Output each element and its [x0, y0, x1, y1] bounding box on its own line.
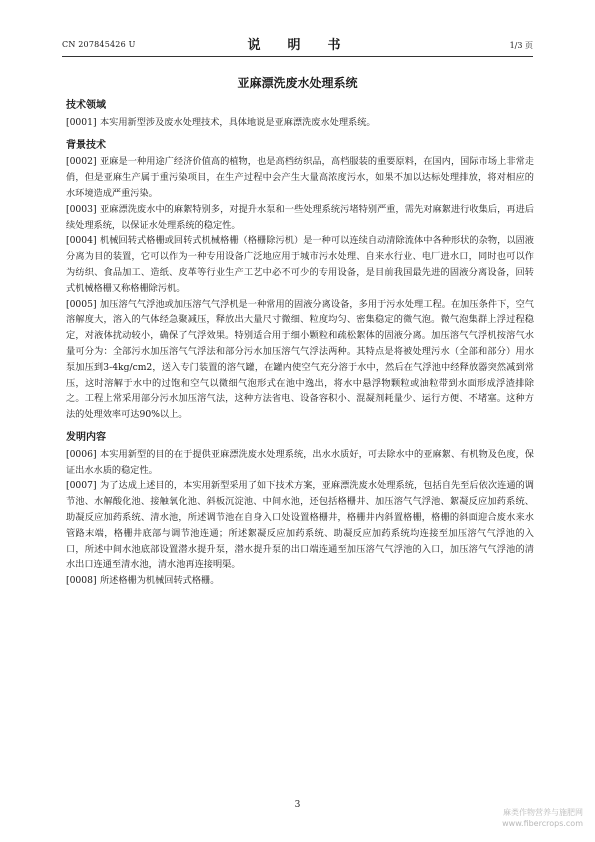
paragraph-number: [0006]: [66, 448, 97, 460]
paragraph: [66, 478, 534, 573]
section-heading: 背景技术: [66, 139, 106, 151]
paragraph: [66, 297, 534, 423]
paragraph-text: 所述格栅为机械回转式格栅。: [100, 575, 220, 587]
site-watermark: [502, 807, 583, 829]
watermark-name: 麻类作物营养与施肥网: [503, 808, 583, 817]
paragraph-text: 本实用新型的目的在于提供亚麻漂洗废水处理系统，出水水质好，可去除水中的亚麻絮、有机物及色度，保证出水水质的稳定性。: [66, 448, 534, 476]
document-type: 说 明 书: [247, 38, 348, 53]
paragraph-text: 加压溶气气浮池或加压溶气气浮机是一种常用的固液分离设备，多用于污水处理工程。在加压条件下，空气溶解度大，溶入的气体经急聚减压，释放出大量尺寸微细、粒度均匀、密集稳定的微气泡。微气泡集群上浮过程稳定，对液体扰动较小，确保了气浮效果。特别适合用于细小颗粒和疏松絮体的固液分离。加压溶气气浮机按溶气水量可分为：全部污水加压溶气气浮法和部分污水加压溶气气浮法两种。其特点是将被处理污水（全部和部分）用水泵加压到3-4kg/cm2，送入专门装置的溶气罐，在罐内使空气充分溶于水中，然后在气浮池中经释放器突然减到常压，这时溶解于水中的过饱和空气以微细气泡形式在池中逸出，将水中悬浮物颗粒或油粒带到水面形成浮渣排除之。工程上常采用部分污水加压溶气法，这种方法省电、设备容积小、混凝剂耗量少、运行方便、不堵塞。这种方法的处理效率可达90%以上。: [66, 298, 534, 421]
page-number: 3: [294, 800, 301, 810]
paragraph: [66, 573, 534, 589]
paragraph-text: 本实用新型涉及废水处理技术，具体地说是亚麻漂洗废水处理系统。: [100, 116, 376, 128]
paragraph: [66, 233, 534, 296]
paragraph-number: [0007]: [66, 480, 97, 492]
patent-number: CN 207845426 U: [62, 40, 136, 49]
paragraph-number: [0004]: [66, 235, 97, 247]
paragraph: [66, 202, 534, 234]
header-rule: [62, 56, 533, 57]
document-body: [66, 98, 534, 589]
paragraph: [66, 154, 534, 201]
page-header: [62, 34, 533, 54]
watermark-url: www.fibercrops.com: [502, 819, 583, 828]
paragraph-number: [0001]: [66, 116, 97, 128]
paragraph: [66, 447, 534, 479]
section-heading: 技术领域: [66, 100, 106, 111]
page-indicator: 1/3 页: [509, 41, 533, 50]
document-title: 亚麻漂洗废水处理系统: [237, 76, 358, 90]
paragraph-text: 亚麻漂洗废水中的麻絮特别多，对提升水泵和一些处理系统污堵特别严重，需先对麻絮进行收集后，再进后续处理系统，以保证水处理系统的稳定性。: [66, 203, 534, 231]
paragraph-number: [0002]: [66, 156, 97, 168]
paragraph-text: 为了达成上述目的，本实用新型采用了如下技术方案，亚麻漂洗废水处理系统，包括自先至后依次连通的调节池、水解酸化池、接触氧化池、斜板沉淀池、中间水池，还包括格栅井、加压溶气气浮池、絮凝反应加药系统、助凝反应加药系统、清水池，所述调节池在自身入口处设置格栅井，格栅井内斜置格栅，格栅的斜面迎合废水来水管路末端，格栅井底部与调节池连通；所述絮凝反应加药系统、助凝反应加药系统均连接至加压溶气气浮池的入口，所述中间水池底部设置潜水提升泵，潜水提升泵的出口端连通至加压溶气气浮池的入口，加压溶气气浮池的清水出口连通至清水池，清水池再连接明渠。: [66, 480, 534, 571]
paragraph-number: [0008]: [66, 575, 97, 587]
paragraph-text: 机械回转式格栅或回转式机械格栅（格栅除污机）是一种可以连续自动清除流体中各种形状的杂物，以固液分离为目的装置，它可以作为一种专用设备广泛地应用于城市污水处理、自来水行业、电厂进水口，同时也可以作为纺织、食品加工、造纸、皮革等行业生产工艺中必不可少的专用设备，是目前我国最先进的固液分离设备，回转式机械格栅又称格栅除污机。: [66, 235, 534, 294]
paragraph-number: [0003]: [66, 203, 97, 215]
section-heading: 发明内容: [66, 431, 106, 443]
paragraph: [66, 115, 534, 131]
paragraph-number: [0005]: [66, 298, 97, 310]
paragraph-text: 亚麻是一种用途广经济价值高的植物，也是高档纺织品，高档服装的重要原料，在国内，国际市场上非常走俏，但是亚麻生产属于重污染项目，在生产过程中会产生大量高浓度污水，如果不加以达标处理排放，将对相应的水环境造成严重污染。: [66, 156, 534, 199]
